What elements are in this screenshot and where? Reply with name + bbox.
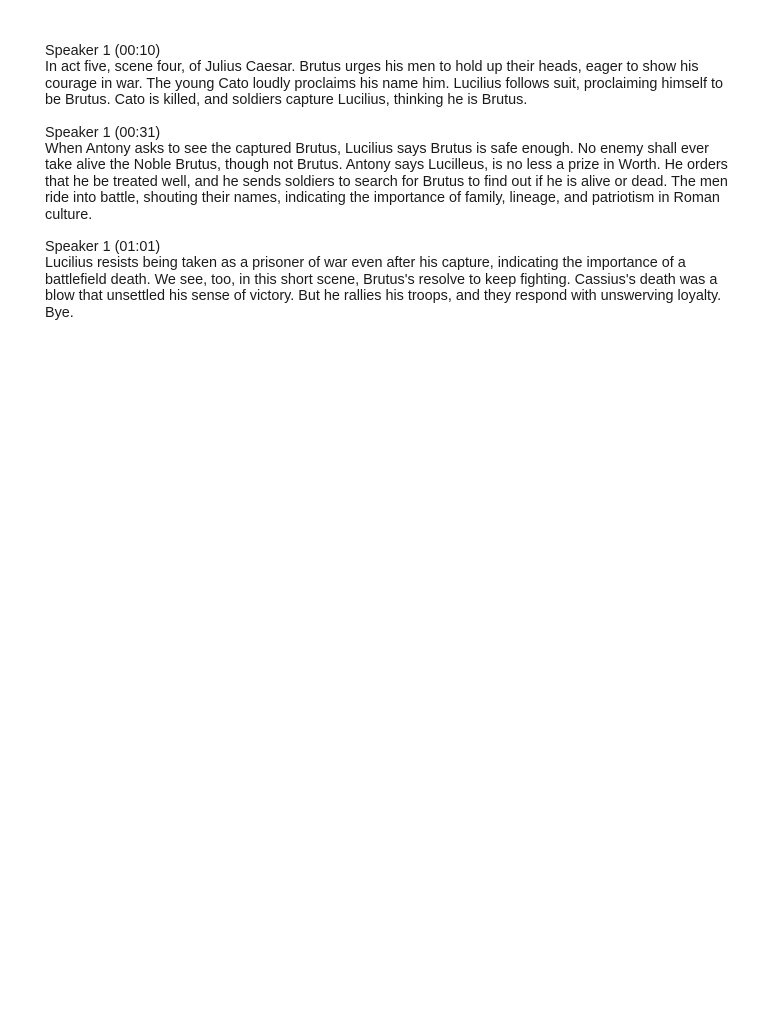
transcript-segment (45, 43, 730, 109)
speaker-timestamp: Speaker 1 (00:10) (45, 43, 161, 59)
speaker-timestamp: Speaker 1 (01:01) (45, 239, 161, 256)
speaker-timestamp: Speaker 1 (00:31) (45, 124, 161, 141)
segment-text: In act five, scene four, of Julius Caesar. Brutus urges his men to hold up their heads, eager to show his courage in war. The young Cato loudly proclaims his name him. Lucilius follows suit, proclaiming himself to be Brutus. Cato is killed, and soldiers capture Lucilius, thinking he is Brutus. (45, 59, 724, 109)
segment-text: Lucilius resists being taken as a prisoner of war even after his capture, indicating the importance of a battlefield death. We see, too, in this short scene, Brutus's resolve to keep fighting. Cassius's death was a blow that unsettled his sense of victory. But he rallies his troops, and they respond with unswerving loyalty. Bye. (45, 255, 722, 321)
transcript-segment (45, 239, 730, 321)
transcript-segment (45, 125, 730, 223)
transcript-page (45, 43, 730, 337)
segment-text: When Antony asks to see the captured Brutus, Lucilius says Brutus is safe enough. No enemy shall ever take alive the Noble Brutus, though not Brutus. Antony says Lucilleus, is no less a prize in Worth. He orders that he be treated well, and he sends soldiers to search for Brutus to find out if he is alive or dead. The men ride into battle, shouting their names, indicating the importance of family, lineage, and patriotism in Roman culture. (45, 141, 728, 223)
